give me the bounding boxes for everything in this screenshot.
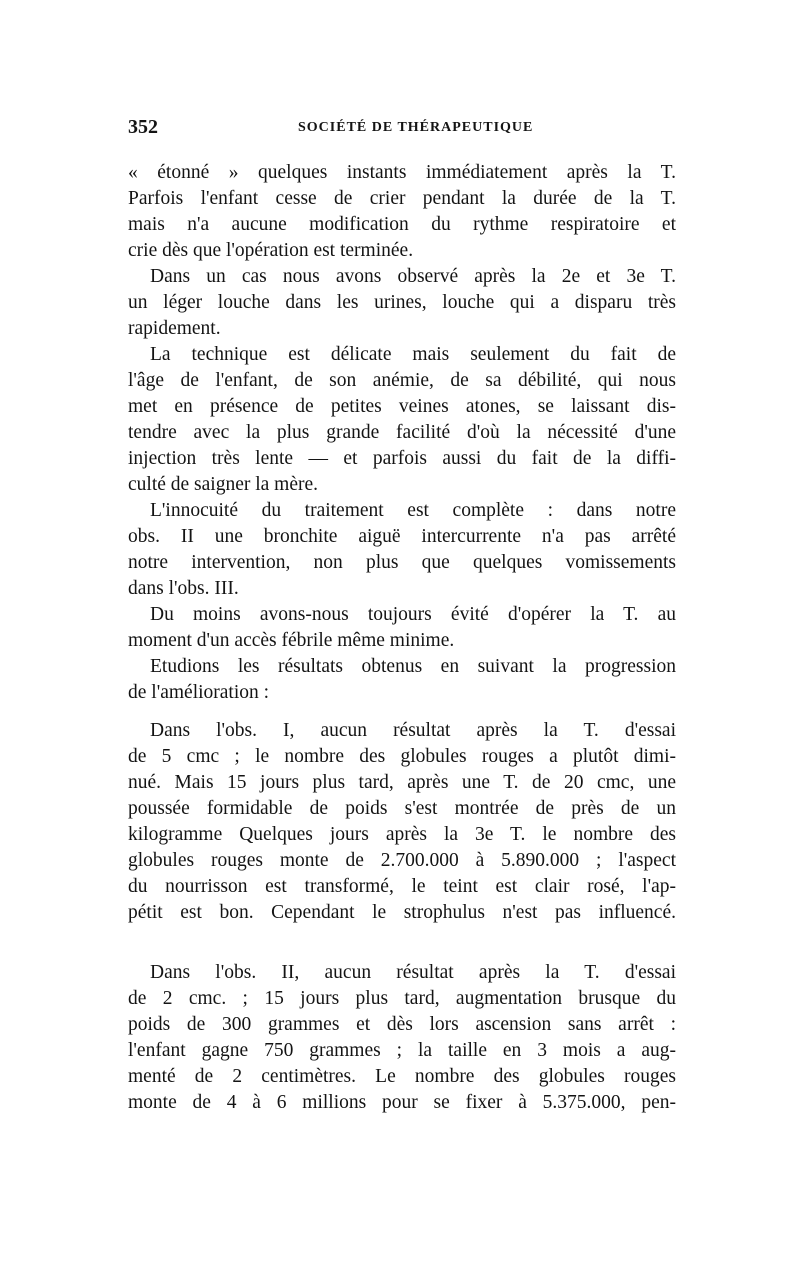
text-line: La technique est délicate mais seulement du fait de [150, 344, 676, 365]
running-title: SOCIÉTÉ DE THÉRAPEUTIQUE [298, 120, 534, 135]
text-line: Dans un cas nous avons observé après la 2e et 3e T. [150, 266, 676, 287]
text-line: pétit est bon. Cependant le strophulus n'est pas influencé. [128, 902, 676, 923]
text-line: poussée formidable de poids s'est montrée de près de un [128, 798, 676, 819]
text-line: met en présence de petites veines atones, se laissant dis- [128, 396, 676, 417]
text-line: menté de 2 centimètres. Le nombre des globules rouges [128, 1066, 676, 1087]
text-line: de 2 cmc. ; 15 jours plus tard, augmentation brusque du [128, 988, 676, 1009]
text-line: du nourrisson est transformé, le teint est clair rosé, l'ap- [128, 876, 676, 897]
text-line: monte de 4 à 6 millions pour se fixer à 5.375.000, pen- [128, 1092, 676, 1113]
text-line: rapidement. [128, 318, 221, 339]
paragraph-block-1 [128, 160, 676, 706]
text-line: crie dès que l'opération est terminée. [128, 240, 414, 261]
text-line: de l'amélioration : [128, 682, 270, 703]
text-line: Parfois l'enfant cesse de crier pendant la durée de la T. [128, 188, 676, 209]
text-line: de 5 cmc ; le nombre des globules rouges a plutôt dimi- [128, 746, 676, 767]
text-line: Etudions les résultats obtenus en suivant la progression [150, 656, 676, 677]
text-line: globules rouges monte de 2.700.000 à 5.890.000 ; l'aspect [128, 850, 676, 871]
text-line: nué. Mais 15 jours plus tard, après une T. de 20 cmc, une [128, 772, 676, 793]
text-line: Dans l'obs. I, aucun résultat après la T. d'essai [150, 720, 676, 741]
text-line: Dans l'obs. II, aucun résultat après la T. d'essai [150, 962, 676, 983]
text-line: L'innocuité du traitement est complète : dans notre [150, 500, 676, 521]
text-line: tendre avec la plus grande facilité d'où la nécessité d'une [128, 422, 676, 443]
text-line: injection très lente — et parfois aussi du fait de la diffi- [128, 448, 676, 469]
paragraph-obs-1 [128, 718, 676, 926]
text-line: l'enfant gagne 750 grammes ; la taille en 3 mois a aug- [128, 1040, 676, 1061]
text-line: moment d'un accès fébrile même minime. [128, 630, 455, 651]
paragraph-obs-2 [128, 960, 676, 1116]
text-line: kilogramme Quelques jours après la 3e T. le nombre des [128, 824, 676, 845]
page-header [128, 116, 676, 140]
text-line: notre intervention, non plus que quelques vomissements [128, 552, 676, 573]
text-line: obs. II une bronchite aiguë intercurrente n'a pas arrêté [128, 526, 676, 547]
text-line: un léger louche dans les urines, louche qui a disparu très [128, 292, 676, 313]
text-line: poids de 300 grammes et dès lors ascension sans arrêt : [128, 1014, 676, 1035]
text-line: « étonné » quelques instants immédiatement après la T. [128, 162, 676, 183]
page-number: 352 [128, 116, 158, 138]
text-line: culté de saigner la mère. [128, 474, 319, 495]
text-line: l'âge de l'enfant, de son anémie, de sa débilité, qui nous [128, 370, 676, 391]
text-line: mais n'a aucune modification du rythme respiratoire et [128, 214, 676, 235]
text-line: dans l'obs. III. [128, 578, 239, 599]
text-line: Du moins avons-nous toujours évité d'opérer la T. au [150, 604, 676, 625]
